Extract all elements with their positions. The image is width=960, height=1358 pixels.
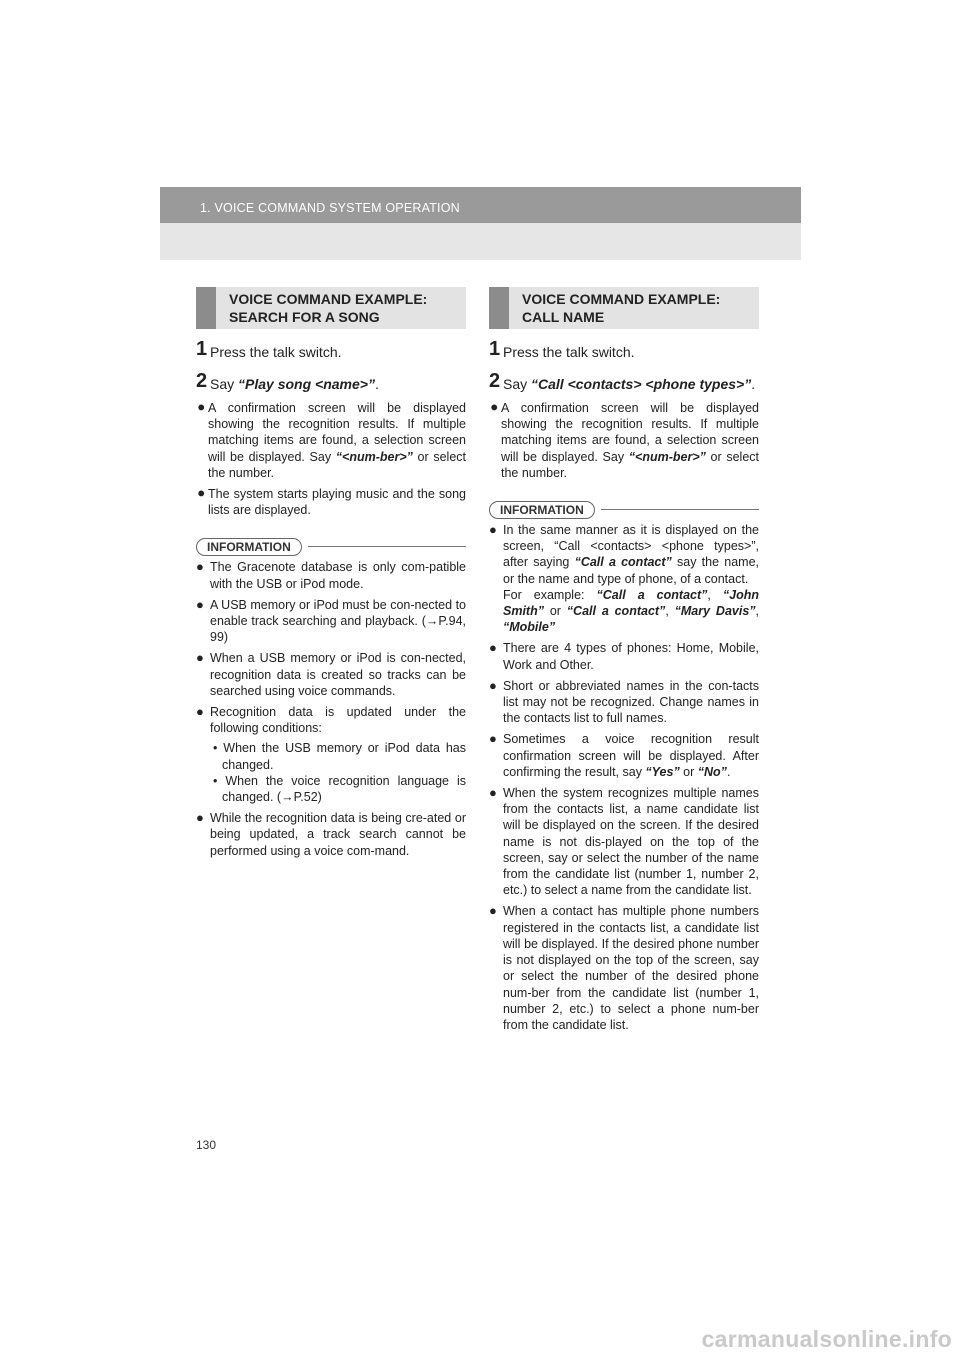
info-text: or — [679, 764, 698, 779]
info-item — [489, 785, 759, 898]
bullet-text: The system starts playing music and the song lists are displayed. — [208, 487, 466, 518]
information-rule — [601, 509, 759, 510]
sub-item: • When the USB memory or iPod data has changed. — [213, 741, 466, 772]
info-text: There are 4 types of phones: Home, Mobile, Work and Other. — [503, 641, 759, 672]
info-item — [489, 522, 759, 635]
chapter-title: 1. VOICE COMMAND SYSTEM OPERATION — [200, 201, 460, 215]
info-text: , — [755, 604, 760, 619]
info-item — [196, 810, 466, 859]
information-label: INFORMATION — [196, 538, 302, 556]
information-label: INFORMATION — [489, 501, 595, 519]
info-bullet-icon: ● — [489, 731, 497, 747]
step-number: 1 — [196, 338, 208, 360]
section-title: VOICE COMMAND EXAMPLE: SEARCH FOR A SONG — [229, 291, 428, 325]
section-heading-bar — [489, 287, 509, 329]
bullet-icon: ⚫ — [196, 487, 207, 502]
voice-command: “Mary Davis” — [674, 604, 756, 619]
section-heading-song — [196, 287, 466, 329]
info-bullet-icon: ● — [489, 677, 497, 693]
info-bullet-icon: ● — [196, 810, 204, 826]
info-item — [196, 650, 466, 699]
info-bullet-icon: ● — [489, 903, 497, 919]
step-number: 1 — [489, 338, 501, 360]
voice-command: “<num-ber>” — [628, 449, 706, 464]
section-title: VOICE COMMAND EXAMPLE: CALL NAME — [522, 291, 721, 325]
info-item — [196, 704, 466, 805]
info-bullet-icon: ● — [196, 650, 204, 666]
info-text: While the recognition data is being cre-ated or being updated, a track search cannot be performed using a voice com-mand. — [210, 811, 466, 858]
bullet-text: A confirmation screen will be displayed showing the recognition results. If multiple matching items are found, a selection screen will be displayed. Say — [501, 401, 759, 464]
step-text: Press the talk switch. — [210, 344, 342, 360]
step-suffix: . — [374, 376, 379, 392]
info-text: say the name, or the name and type of phone, of a contact. — [503, 555, 759, 586]
section-heading-call — [489, 287, 759, 329]
step-prefix: Say — [503, 376, 532, 392]
right-column — [489, 287, 759, 1033]
info-text: A USB memory or iPod must be con-nected to enable track searching and playback. (→P.94, 99) — [210, 597, 466, 645]
bullet-text: or select the number. — [208, 449, 467, 480]
voice-command: “John Smith” — [503, 587, 759, 619]
info-bullet-icon: ● — [196, 559, 204, 575]
info-item — [489, 731, 759, 780]
voice-command: “No” — [697, 764, 727, 779]
info-item — [489, 640, 759, 672]
info-item — [196, 597, 466, 646]
bullet-icon: ⚫ — [196, 401, 207, 415]
voice-command: “Yes” — [645, 764, 680, 779]
info-bullet-icon: ● — [489, 640, 497, 656]
info-item — [196, 559, 466, 591]
info-text: When a USB memory or iPod is con-nected, recognition data is created so tracks can be searched using voice commands. — [210, 651, 466, 698]
step-1 — [489, 338, 759, 363]
section-heading-bar — [196, 287, 216, 329]
info-text: . — [726, 764, 731, 779]
header-band — [160, 223, 801, 260]
step-1 — [196, 338, 466, 363]
info-bullet-icon: ● — [196, 596, 204, 612]
bullet-item — [196, 400, 466, 481]
voice-command: “<num-ber>” — [335, 449, 413, 464]
info-text: , — [707, 587, 723, 602]
left-column — [196, 287, 466, 859]
step-suffix: . — [751, 376, 756, 392]
info-item — [489, 678, 759, 727]
info-text: Recognition data is updated under the following conditions: — [210, 705, 466, 736]
info-item — [489, 903, 759, 1033]
page-number: 130 — [196, 1138, 217, 1152]
info-text: or — [543, 604, 567, 619]
info-text: When the system recognizes multiple names from the contacts list, a name candidate list will be displayed on the screen. If the desired name is not dis-played on the top of the screen, say or select the number of the name from the candidate list (number 1, number 2, etc.) to select a name from the candidate list. — [503, 786, 759, 898]
step-prefix: Say — [210, 376, 239, 392]
step-number: 2 — [489, 370, 501, 392]
information-rule — [308, 546, 466, 547]
info-text: For example: — [503, 587, 597, 602]
info-bullet-icon: ● — [489, 522, 497, 538]
step-text: Press the talk switch. — [503, 344, 635, 360]
voice-command: “Call a contact” — [596, 587, 708, 602]
voice-command: “Play song <name>” — [238, 376, 375, 392]
voice-command: “Call <contacts> <phone types>” — [531, 376, 752, 392]
voice-command: “Call a contact” — [566, 604, 666, 619]
info-text: Sometimes a voice recognition result confirmation screen will be displayed. After confirming the result, say — [503, 732, 759, 779]
information-box — [196, 518, 466, 555]
step-number: 2 — [196, 370, 208, 392]
information-box — [489, 481, 759, 518]
bullet-text: or select the number. — [501, 449, 760, 480]
bullet-text: A confirmation screen will be displayed showing the recognition results. If multiple matching items are found, a selection screen will be displayed. Say — [208, 401, 466, 464]
info-text: Short or abbreviated names in the con-tacts list may not be recognized. Change names in the contacts list to full names. — [503, 678, 759, 726]
info-text: The Gracenote database is only com-patible with the USB or iPod mode. — [210, 560, 466, 591]
bullet-item — [196, 486, 466, 518]
info-bullet-icon: ● — [196, 704, 204, 720]
info-text: , — [665, 604, 675, 619]
step-2 — [489, 370, 759, 395]
sub-item: • When the voice recognition language is changed. (→P.52) — [213, 773, 466, 805]
bullet-item — [489, 400, 759, 481]
info-bullet-icon: ● — [489, 785, 497, 801]
voice-command: “Mobile” — [503, 620, 556, 635]
watermark-text[interactable]: carmanualsonline.info — [701, 1326, 952, 1352]
bullet-icon: ⚫ — [489, 401, 500, 415]
step-2 — [196, 370, 466, 395]
info-text: In the same manner as it is displayed on the screen, “Call <contacts> <phone types>”, after saying — [503, 523, 759, 570]
voice-command: “Call a contact” — [574, 555, 672, 570]
info-text: When a contact has multiple phone numbers registered in the contacts list, a candidate list will be displayed. If the desired phone number is not displayed on the top of the screen, say or select the number of the desired phone num-ber from the candidate list (number 1, number 2, etc.) to select a phone num-ber from the candidate list. — [503, 904, 759, 1032]
